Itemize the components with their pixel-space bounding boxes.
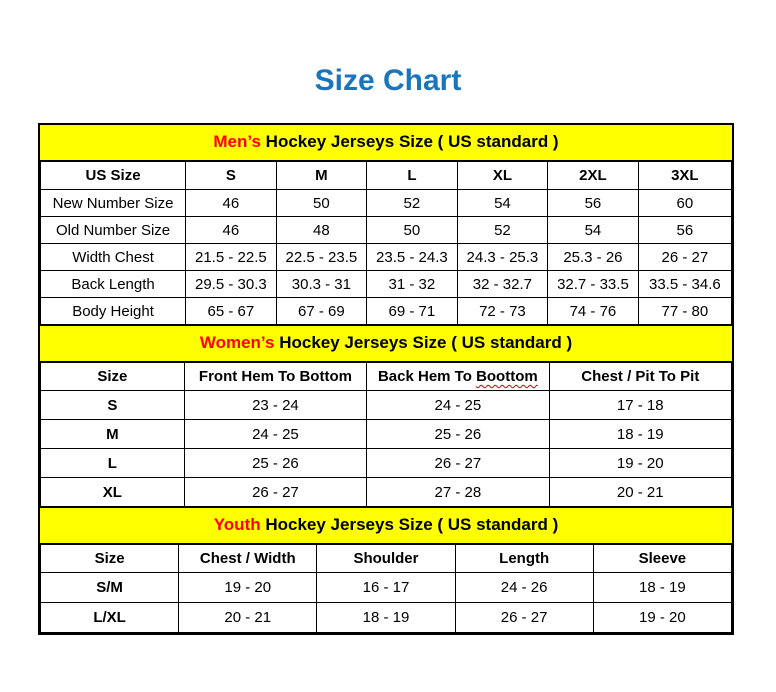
column-header: Chest / Width (179, 545, 317, 573)
column-header: Size (41, 545, 179, 573)
table-cell: 24 - 26 (455, 573, 593, 603)
table-cell: 18 - 19 (593, 573, 731, 603)
column-header: XL (457, 162, 548, 190)
column-header: L (367, 162, 458, 190)
table-row (41, 449, 732, 478)
table-cell: 67 - 69 (276, 298, 367, 325)
table-cell: 74 - 76 (548, 298, 639, 325)
section-title-highlight: Men’s (213, 132, 261, 151)
table-cell: 20 - 21 (549, 478, 731, 507)
row-label: S/M (41, 573, 179, 603)
row-label: New Number Size (41, 190, 186, 217)
table-cell: 31 - 32 (367, 271, 458, 298)
page-title: Size Chart (314, 64, 462, 97)
table-cell: 48 (276, 217, 367, 244)
column-header: Shoulder (317, 545, 455, 573)
table-row (41, 190, 732, 217)
table-cell: 33.5 - 34.6 (638, 271, 731, 298)
table-cell: 26 - 27 (184, 478, 366, 507)
table-cell: 24 - 25 (184, 420, 366, 449)
column-header: US Size (41, 162, 186, 190)
table-cell: 18 - 19 (317, 603, 455, 633)
table-cell: 56 (638, 217, 731, 244)
table-cell: 46 (186, 217, 277, 244)
table-cell: 50 (367, 217, 458, 244)
row-label: Width Chest (41, 244, 186, 271)
table-cell: 24.3 - 25.3 (457, 244, 548, 271)
row-label: Old Number Size (41, 217, 186, 244)
row-label: Back Length (41, 271, 186, 298)
row-label: M (41, 420, 185, 449)
section-title-youth (40, 507, 732, 544)
table-row (41, 391, 732, 420)
size-chart (38, 123, 734, 635)
column-header: Sleeve (593, 545, 731, 573)
table-cell: 30.3 - 31 (276, 271, 367, 298)
column-header: Chest / Pit To Pit (549, 363, 731, 391)
table-cell: 19 - 20 (549, 449, 731, 478)
table-cell: 77 - 80 (638, 298, 731, 325)
column-header: S (186, 162, 277, 190)
table-cell: 25 - 26 (367, 420, 549, 449)
column-header: M (276, 162, 367, 190)
column-header: Size (41, 363, 185, 391)
table-cell: 20 - 21 (179, 603, 317, 633)
row-label: S (41, 391, 185, 420)
section-title-mens (40, 125, 732, 161)
column-header: 3XL (638, 162, 731, 190)
mens-table (40, 161, 732, 325)
table-cell: 54 (457, 190, 548, 217)
table-cell: 26 - 27 (638, 244, 731, 271)
column-header: Back Hem To Boottom (367, 363, 549, 391)
table-cell: 32.7 - 33.5 (548, 271, 639, 298)
table-cell: 52 (457, 217, 548, 244)
table-cell: 23 - 24 (184, 391, 366, 420)
row-label: XL (41, 478, 185, 507)
table-row (41, 478, 732, 507)
table-cell: 24 - 25 (367, 391, 549, 420)
table-cell: 32 - 32.7 (457, 271, 548, 298)
womens-table (40, 362, 732, 507)
row-label: L/XL (41, 603, 179, 633)
column-header: Front Hem To Bottom (184, 363, 366, 391)
header-row (41, 363, 732, 391)
table-cell: 18 - 19 (549, 420, 731, 449)
table-row (41, 244, 732, 271)
table-cell: 21.5 - 22.5 (186, 244, 277, 271)
column-header: Length (455, 545, 593, 573)
table-cell: 25 - 26 (184, 449, 366, 478)
section-title-highlight: Youth (213, 515, 261, 534)
table-row (41, 420, 732, 449)
table-cell: 19 - 20 (179, 573, 317, 603)
table-cell: 54 (548, 217, 639, 244)
table-cell: 52 (367, 190, 458, 217)
table-cell: 17 - 18 (549, 391, 731, 420)
column-header: 2XL (548, 162, 639, 190)
header-row (41, 162, 732, 190)
table-row (41, 217, 732, 244)
table-cell: 50 (276, 190, 367, 217)
table-cell: 19 - 20 (593, 603, 731, 633)
table-row (41, 298, 732, 325)
section-title-text: Hockey Jerseys Size ( US standard ) (279, 333, 573, 352)
table-row (41, 603, 732, 633)
table-cell: 16 - 17 (317, 573, 455, 603)
table-cell: 26 - 27 (367, 449, 549, 478)
table-cell: 27 - 28 (367, 478, 549, 507)
header-row (41, 545, 732, 573)
table-cell: 22.5 - 23.5 (276, 244, 367, 271)
table-cell: 72 - 73 (457, 298, 548, 325)
table-row (41, 573, 732, 603)
table-row (41, 271, 732, 298)
section-title-text: Hockey Jerseys Size ( US standard ) (265, 515, 559, 534)
table-cell: 60 (638, 190, 731, 217)
table-cell: 29.5 - 30.3 (186, 271, 277, 298)
table-cell: 65 - 67 (186, 298, 277, 325)
table-cell: 25.3 - 26 (548, 244, 639, 271)
row-label: L (41, 449, 185, 478)
table-cell: 23.5 - 24.3 (367, 244, 458, 271)
section-title-womens (40, 325, 732, 362)
table-cell: 46 (186, 190, 277, 217)
row-label: Body Height (41, 298, 186, 325)
table-cell: 69 - 71 (367, 298, 458, 325)
section-title-text: Hockey Jerseys Size ( US standard ) (265, 132, 559, 151)
misspelled-word: Boottom (476, 368, 538, 385)
section-title-highlight: Women’s (199, 333, 275, 352)
table-cell: 56 (548, 190, 639, 217)
youth-table (40, 544, 732, 633)
table-cell: 26 - 27 (455, 603, 593, 633)
